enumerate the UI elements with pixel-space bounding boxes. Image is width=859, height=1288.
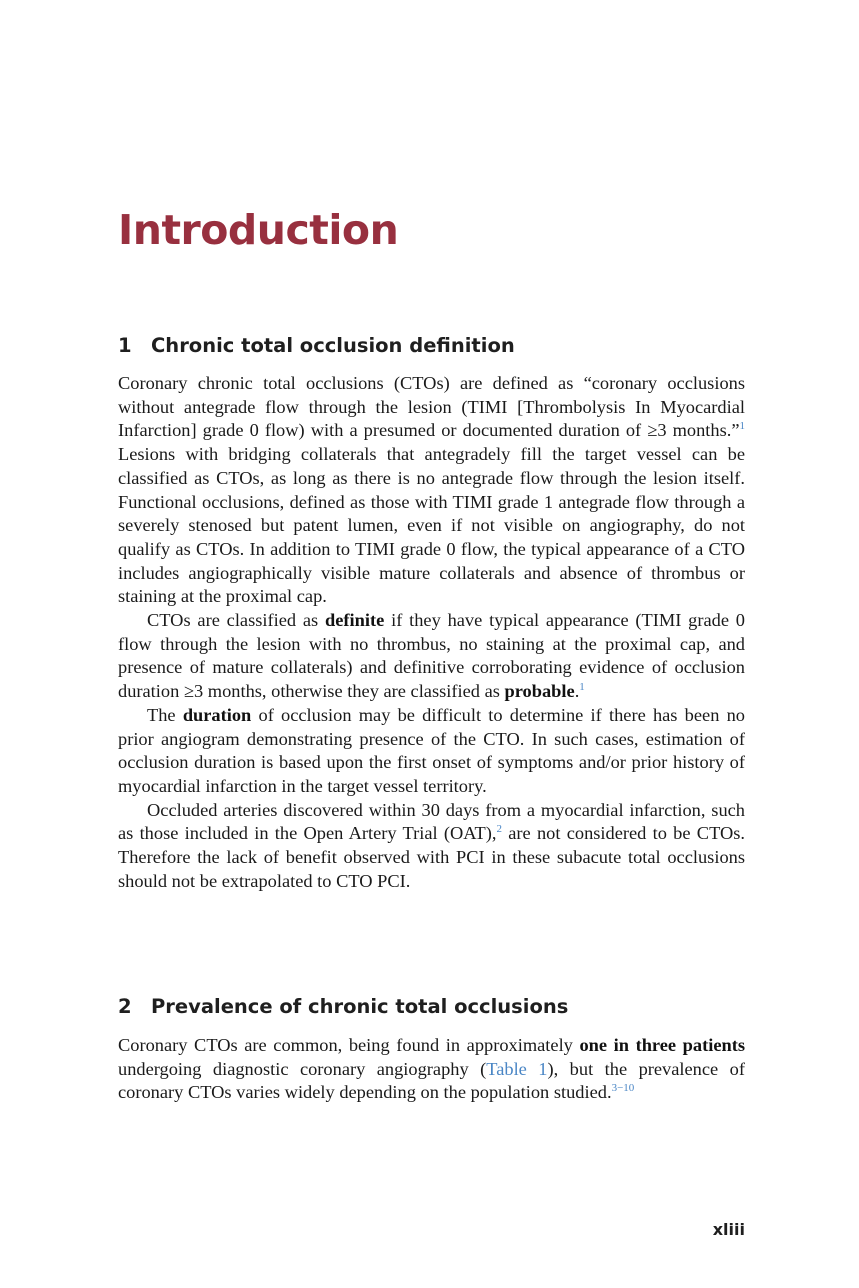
ge-symbol: ≥ (647, 420, 658, 441)
paragraph-text: Coronary CTOs are common, being found in approximately (118, 1035, 580, 1055)
paragraph-text: . (574, 681, 580, 702)
section-2-heading (118, 994, 568, 1020)
section-1-heading (118, 333, 515, 359)
reference-superscript[interactable]: 1 (739, 420, 745, 433)
paragraph-text: Lesions with bridging collaterals that antegradely fill the target vessel can be classified as CTOs, as long as there is no antegrade flow through the lesion itself. Functional occlusions, defined as those with TIMI grade 1 antegrade flow through a severely stenosed but patent lumen, even if not visible on angiography, do not qualify as CTOs. In addition to TIMI grade 0 flow, the typical appearance of a CTO includes angiographically visible mature collaterals and absence of thrombus or staining at the proximal cap. (118, 444, 745, 607)
paragraph-text: if they have typical appearance (TIMI grade 0 flow through the lesion with no thrombus, no staining at the proximal cap, and presence of mature collaterals) and definitive corroborating evidence of occlusion duration (118, 610, 746, 702)
paragraph-text: ), but the prevalence of coronary CTOs varies widely depending on the population studied. (118, 1058, 745, 1103)
paragraph-text: 3 months.” (657, 420, 740, 441)
bold-term-one-in-three: one in three patients (579, 1035, 745, 1055)
reference-superscript[interactable]: 1 (579, 681, 585, 694)
paragraph-text: 3 months, otherwise they are classified as (193, 681, 505, 702)
bold-term-probable: probable (504, 681, 575, 702)
paragraph-text: undergoing diagnostic coronary angiography ( (118, 1058, 487, 1079)
paragraph-1-3 (118, 704, 745, 799)
section-2-title: Prevalence of chronic total occlusions (151, 995, 569, 1018)
paragraph-text: are not considered to be CTOs. Therefore the lack of benefit observed with PCI in these subacute total occlusions should not be extrapolated to CTO PCI. (118, 823, 746, 891)
section-2-body (118, 1034, 745, 1105)
bold-term-definite: definite (325, 610, 385, 631)
section-1-title: Chronic total occlusion definition (151, 334, 515, 357)
reference-superscript[interactable]: 3−10 (611, 1082, 635, 1095)
paragraph-1-1 (118, 372, 745, 609)
paragraph-text: CTOs are classified as (147, 610, 326, 631)
paragraph-1-4 (118, 799, 745, 894)
section-2-number: 2 (118, 995, 132, 1018)
paragraph-text: Occluded arteries discovered within 30 days from a myocardial infarction, such as those included in the Open Artery Trial (OAT), (118, 799, 745, 844)
section-1-number: 1 (118, 334, 132, 357)
paragraph-text: The (147, 704, 183, 725)
paragraph-2-1 (118, 1034, 745, 1105)
paragraph-text: Coronary chronic total occlusions (CTOs) are defined as “coronary occlusions without antegrade flow through the lesion (TIMI [Thrombolysis In Myocardial Infarction] grade 0 flow) with a presumed or documented duration of (118, 373, 745, 441)
table-1-link[interactable]: Table 1 (486, 1058, 548, 1079)
chapter-title: Introduction (118, 206, 399, 254)
page-number: xliii (712, 1220, 745, 1239)
bold-term-duration: duration (182, 704, 252, 725)
ge-symbol: ≥ (183, 681, 194, 702)
reference-superscript[interactable]: 2 (496, 823, 502, 836)
section-1-body (118, 372, 745, 893)
paragraph-text: of occlusion may be difficult to determine if there has been no prior angiogram demonstrating presence of the CTO. In such cases, estimation of occlusion duration is based upon the first onset of symptoms and/or prior history of myocardial infarction in the target vessel territory. (118, 704, 745, 796)
paragraph-1-2 (118, 609, 745, 704)
